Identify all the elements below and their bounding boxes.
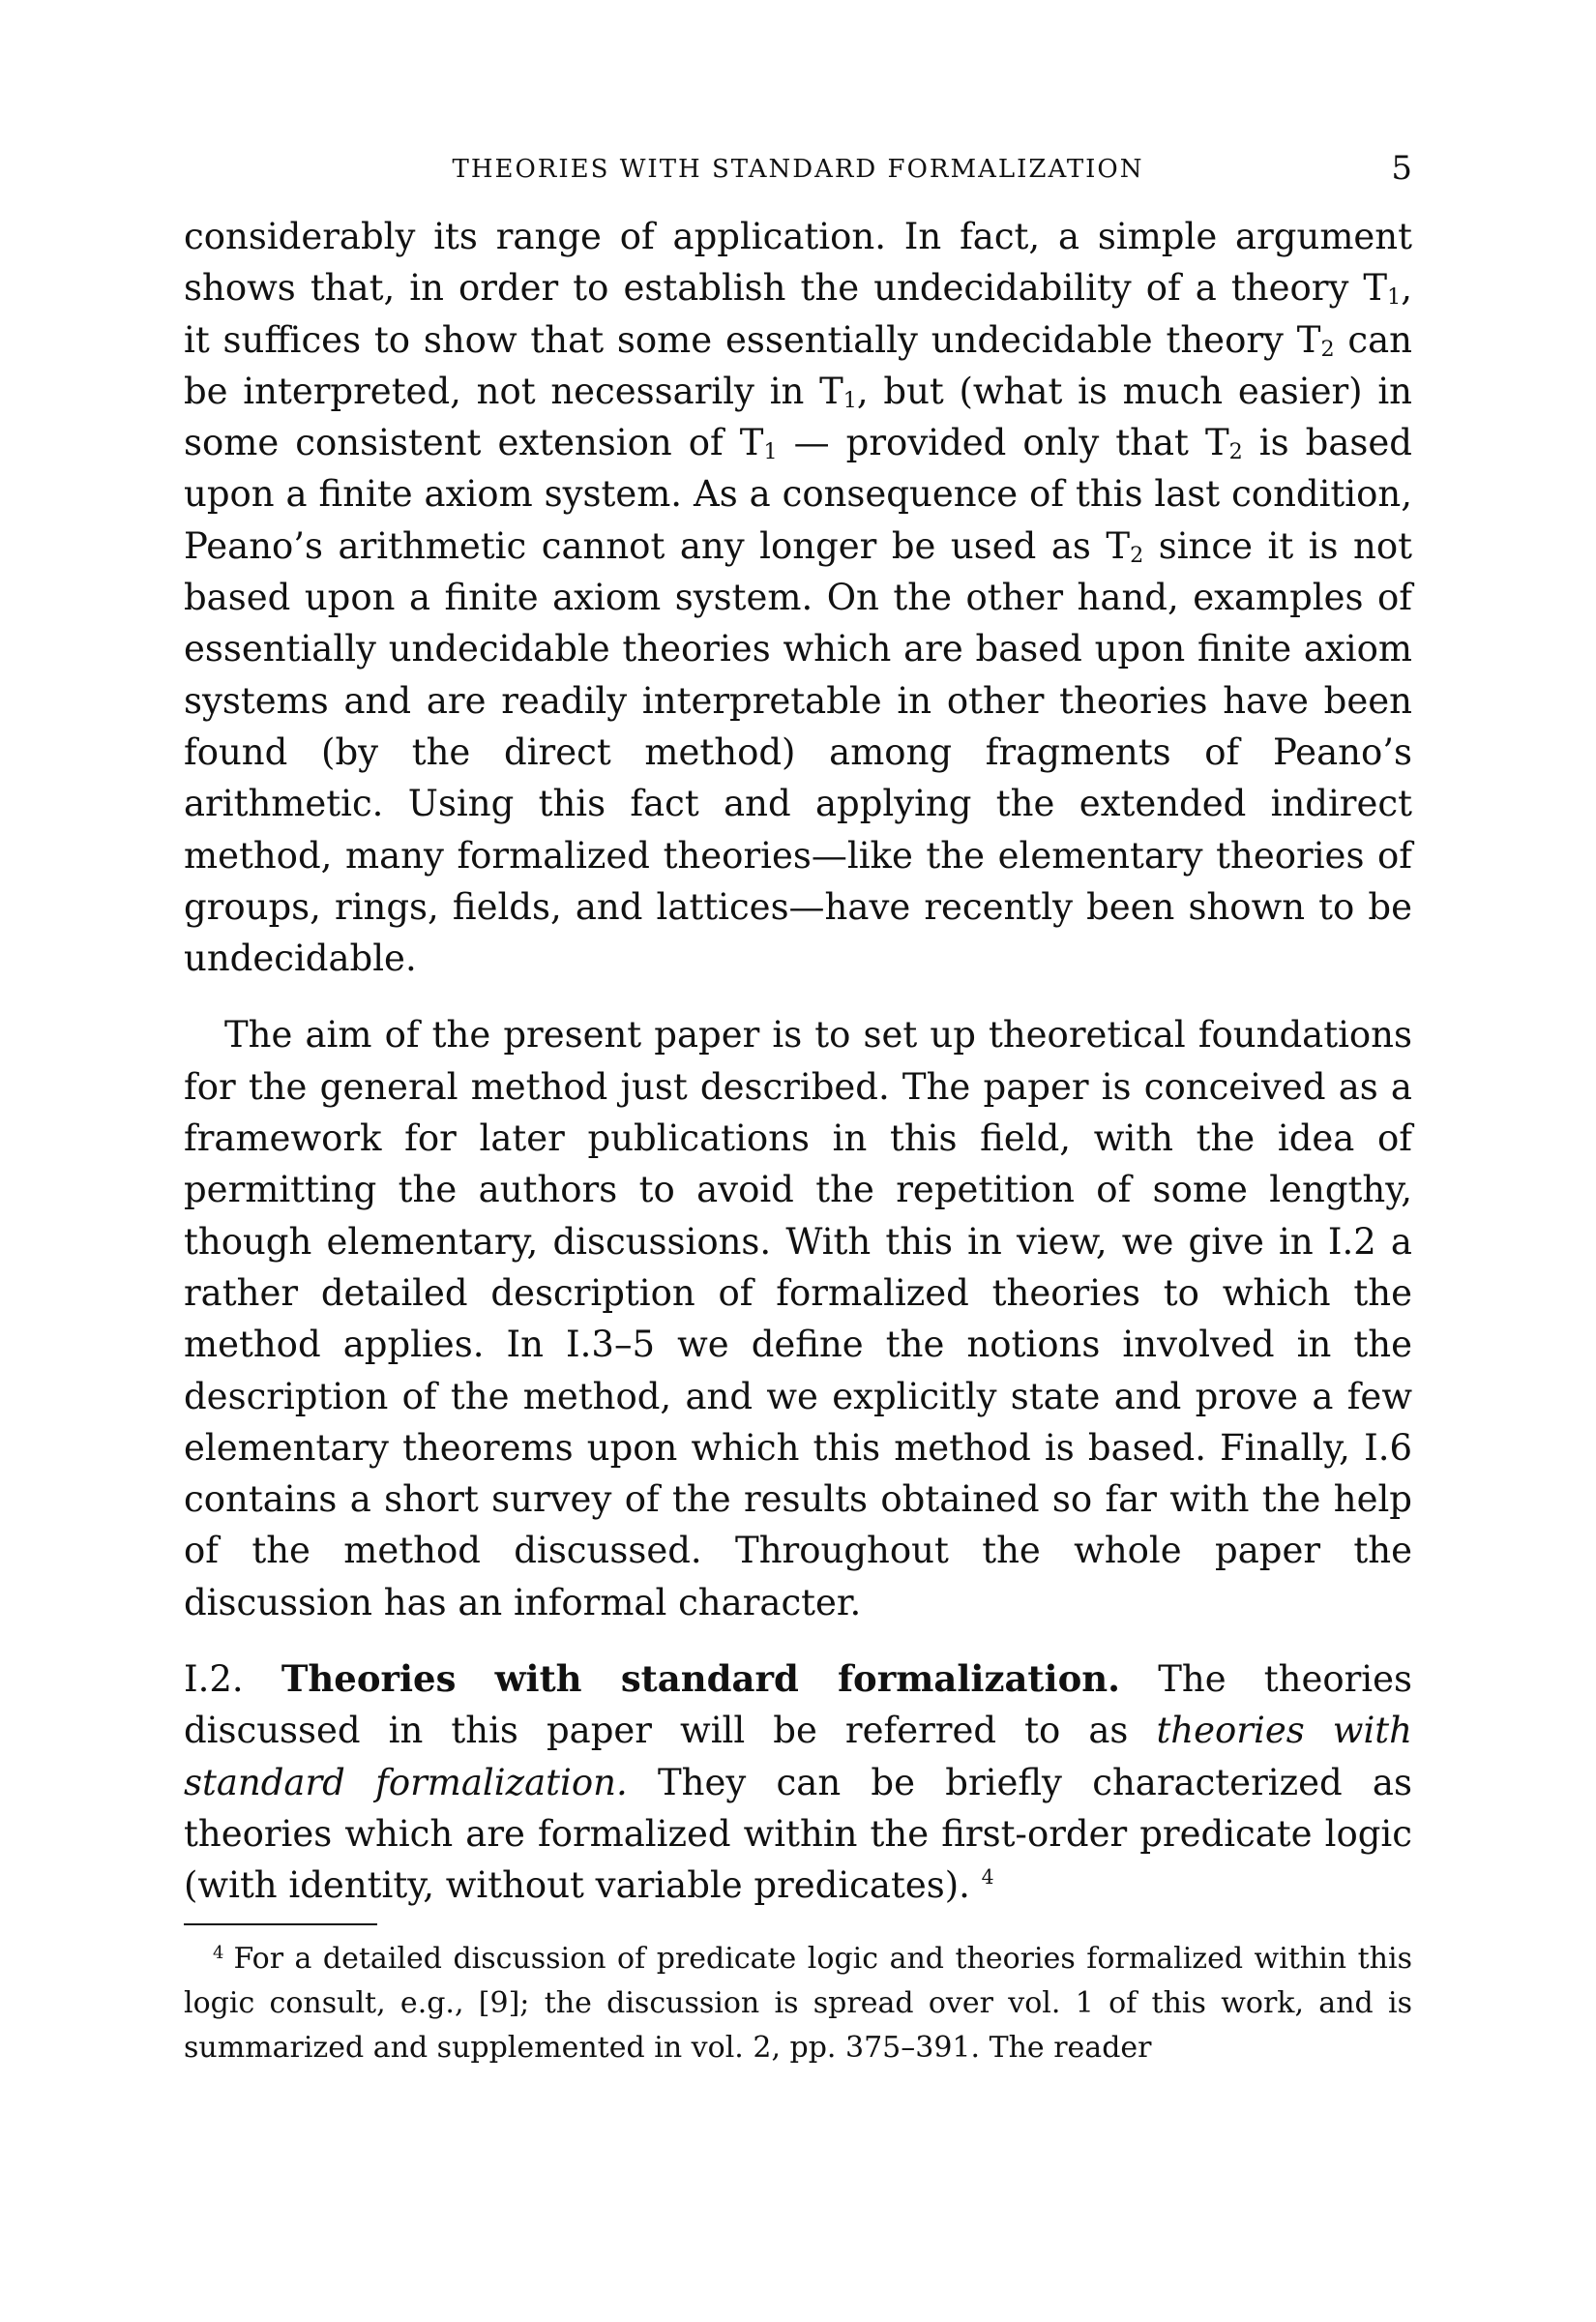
footnote-reference[interactable]: 4 [981,1865,994,1890]
subscript: 2 [1130,542,1144,568]
p1-text-e: — provided only that T [777,422,1229,464]
footnote-mark: 4 [213,1942,224,1963]
subscript: 2 [1228,439,1243,465]
p3-italic-term: theories with standard formalization. [184,1710,1412,1803]
p3-text-b: They can be briefly characterized as theories which are formalized within the first-order predicate logic (with identity, without variable predicates). [184,1761,1412,1907]
p1-text-c: can be interpreted, not necessarily in T [184,318,1412,412]
subscript: 1 [842,387,857,413]
p1-text-d: , but (what is much easier) in some consistent extension of T [184,370,1412,464]
paragraph-2: The aim of the present paper is to set up theoretical foundations for the general method just described. The paper is conceived as a framework for later publications in this field, with the idea of permitting the authors to avoid the repetition of some lengthy, though elementary, discussions. With this in view, we give in I.2 a rather detailed description of formalized theories to which the method applies. In I.3–5 we define the notions involved in the description of the method, and we explicitly state and prove a few elementary theorems upon which this method is based. Finally, I.6 contains a short survey of the results obtained so far with the help of the method discussed. Throughout the whole paper the discussion has an informal character. [184,1014,1412,1623]
footnote-divider [184,1923,377,1925]
running-head [184,145,1412,194]
subscript: 2 [1320,336,1335,362]
p3-text-a: The theories discussed in this paper will be referred to as [184,1658,1413,1752]
subscript: 1 [763,439,778,465]
footnote [184,1937,1412,2070]
p1-text-g: since it is not based upon a finite axiom system. On the other hand, examples of essentially undecidable theories which are based upon finite axiom systems and are readily interpretable in other theories have been found (by the direct method) among fragments of Peano’s arithmetic. Using this fact and applying the extended indirect method, many formalized theories—like the elementary theories of groups, rings, fields, and lattices—have recently been shown to be undecidable. [184,524,1412,980]
subscript: 1 [1387,284,1402,311]
section-title: Theories with standard formalization. [281,1657,1121,1701]
page [184,145,1412,2070]
section-number: I.2. [184,1658,244,1701]
page-number: 5 [1391,149,1412,188]
paragraph-1 [184,211,1412,984]
running-title: THEORIES WITH STANDARD FORMALIZATION [452,155,1144,184]
p1-text-f: is based upon a finite axiom system. As a consequence of this last condition, Peano’s arithmetic cannot any longer be used as T [184,422,1412,567]
footnote-text: For a detailed discussion of predicate logic and theories formalized within this logic consult, e.g., [9]; the discussion is spread over vol. 1 of this work, and is summarized and supplemented in vol. 2, pp. 375–391. The reader [184,1941,1412,2065]
paragraph-3 [184,1653,1412,1911]
p1-text-b: , it suffices to show that some essentially undecidable theory T [184,267,1412,361]
p1-text-a: considerably its range of application. In fact, a simple argument shows that, in order to establish the undecidability of a theory T [184,216,1412,310]
